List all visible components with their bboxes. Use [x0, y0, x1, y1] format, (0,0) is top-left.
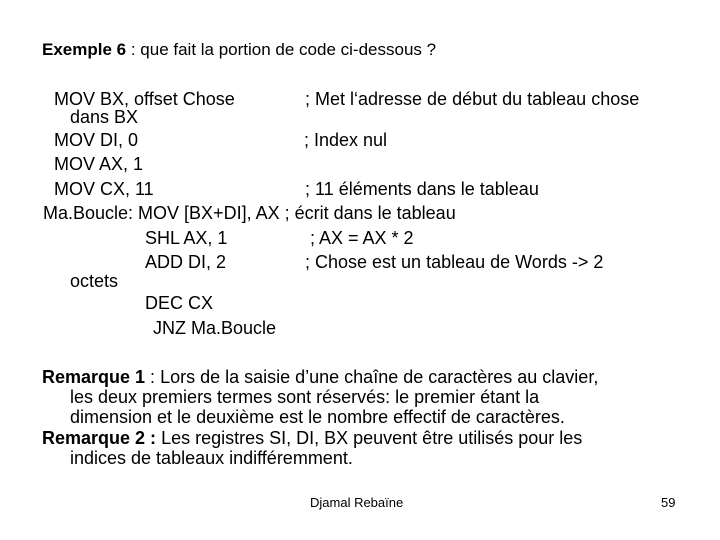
code-line-7-instr: ADD DI, 2 [145, 252, 227, 272]
remark-1-line-2: les deux premiers termes sont réservés: le premier étant la [70, 387, 540, 407]
code-line-3-instr: MOV AX, 1 [54, 154, 144, 174]
remark-1-line-3: dimension et le deuxième est le nombre effectif de caractères. [70, 407, 565, 427]
code-line-5: Ma.Boucle: MOV [BX+DI], AX ; écrit dans le tableau [43, 203, 456, 223]
code-line-2-instr: MOV DI, 0 [54, 130, 139, 150]
code-line-2-comment: ; Index nul [304, 130, 388, 150]
slide-title [42, 40, 436, 60]
code-line-9-instr: JNZ Ma.Boucle [153, 318, 277, 338]
code-line-7-comment: ; Chose est un tableau de Words -> 2 [305, 252, 604, 272]
remark-2-label: Remarque 2 : [42, 428, 157, 448]
code-line-4-instr: MOV CX, 11 [54, 179, 154, 199]
code-line-1-instr: MOV BX, offset Chose [54, 89, 235, 109]
title-bold: Exemple 6 [42, 40, 127, 59]
title-rest: : que fait la portion de code ci-dessous ? [126, 40, 437, 59]
remark-1-label: Remarque 1 [42, 367, 146, 387]
code-line-1-comment: ; Met l‘adresse de début du tableau chose [305, 89, 640, 109]
remark-2-line-1: Les registres SI, DI, BX peuvent être utilisés pour les [161, 428, 583, 448]
footer-author: Djamal Rebaïne [310, 495, 404, 510]
remark-1-line-1: Lors de la saisie d’une chaîne de caractères au clavier, [160, 367, 599, 387]
code-line-1-cont: dans BX [70, 107, 139, 127]
remark-2 [42, 428, 682, 468]
remark-1 [42, 367, 682, 427]
remark-2-line-2: indices de tableaux indifféremment. [70, 448, 353, 468]
code-line-6-instr: SHL AX, 1 [145, 228, 228, 248]
page-number: 59 [661, 495, 676, 510]
code-line-6-comment: ; AX = AX * 2 [310, 228, 414, 248]
code-line-7-cont: octets [70, 271, 119, 291]
code-line-4-comment: ; 11 éléments dans le tableau [305, 179, 539, 199]
remark-1-sep: : [145, 367, 161, 387]
code-line-8-instr: DEC CX [145, 293, 214, 313]
